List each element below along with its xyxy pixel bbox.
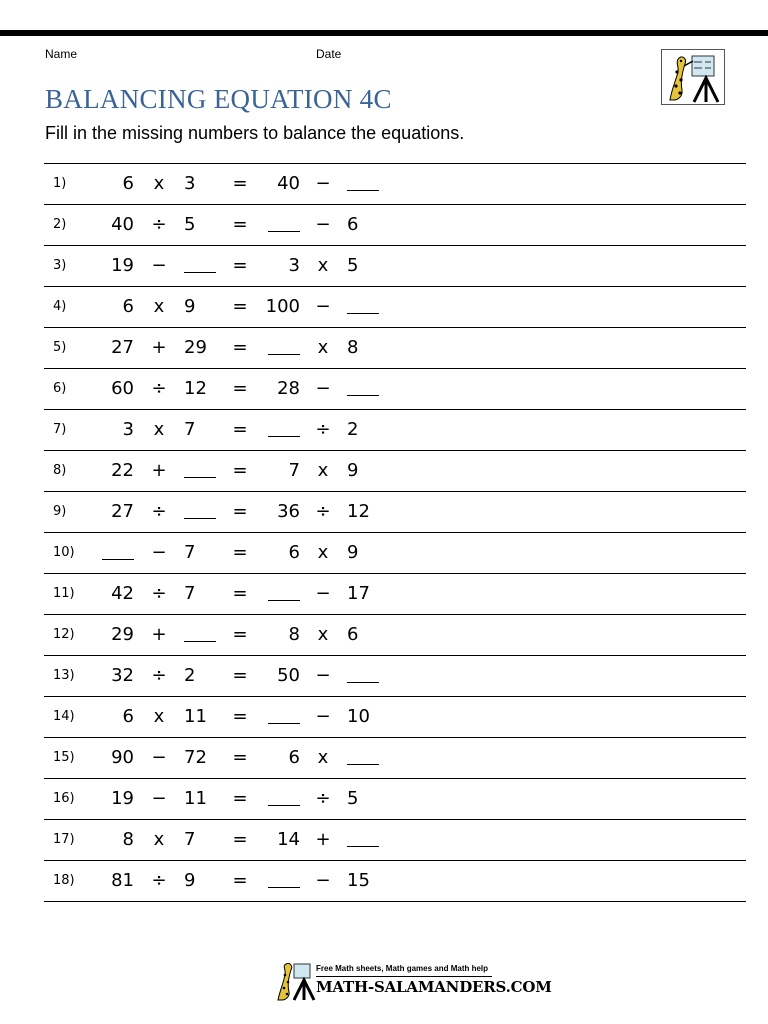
operator-2: − <box>315 378 331 399</box>
blank-line[interactable] <box>184 619 216 642</box>
footer-tagline: Free Math sheets, Math games and Math help <box>316 964 489 973</box>
operand-1: 32 <box>111 665 134 686</box>
operand-1: 90 <box>111 747 134 768</box>
operator-2: ÷ <box>315 788 331 809</box>
operand-1: 6 <box>122 706 134 727</box>
operator-2: − <box>315 214 331 235</box>
equation-row <box>44 164 746 205</box>
operator-2: ÷ <box>315 419 331 440</box>
blank-line[interactable] <box>184 455 216 478</box>
equation-row <box>44 656 746 697</box>
answer-blank[interactable] <box>347 369 383 409</box>
answer-blank[interactable] <box>184 451 218 491</box>
operator-1: ÷ <box>151 870 167 891</box>
equation-number: 10) <box>53 545 75 560</box>
operator-1: x <box>153 173 165 194</box>
answer-blank[interactable] <box>347 287 383 327</box>
equation-number: 1) <box>53 176 67 191</box>
footer <box>272 962 552 1002</box>
answer-blank[interactable] <box>260 697 300 737</box>
operand-2: 3 <box>184 173 196 194</box>
answer-blank[interactable] <box>260 205 300 245</box>
equation-row <box>44 574 746 615</box>
equation-row <box>44 615 746 656</box>
equals-sign: = <box>232 788 248 809</box>
answer-blank[interactable] <box>260 574 300 614</box>
equation-row <box>44 820 746 861</box>
equation-number: 5) <box>53 340 67 355</box>
equation-number: 2) <box>53 217 67 232</box>
operand-1: 27 <box>111 501 134 522</box>
instructions: Fill in the missing numbers to balance the equations. <box>45 123 465 143</box>
operator-1: + <box>151 460 167 481</box>
operator-2: ÷ <box>315 501 331 522</box>
equation-row <box>44 861 746 902</box>
answer-blank[interactable] <box>260 328 300 368</box>
equation-number: 6) <box>53 381 67 396</box>
operator-2: + <box>315 829 331 850</box>
operand-3: 36 <box>277 501 300 522</box>
operand-3: 14 <box>277 829 300 850</box>
operand-2: 72 <box>184 747 207 768</box>
operand-1: 3 <box>122 419 134 440</box>
operator-2: x <box>317 624 329 645</box>
blank-line[interactable] <box>347 168 379 191</box>
footer-divider <box>316 976 492 977</box>
equation-list <box>44 163 746 902</box>
equation-row <box>44 205 746 246</box>
operand-1: 19 <box>111 255 134 276</box>
operator-1: ÷ <box>151 501 167 522</box>
equation-row <box>44 451 746 492</box>
blank-line[interactable] <box>347 742 379 765</box>
operator-1: + <box>151 337 167 358</box>
operand-4: 6 <box>347 624 359 645</box>
equals-sign: = <box>232 870 248 891</box>
answer-blank[interactable] <box>184 246 218 286</box>
operand-1: 6 <box>122 296 134 317</box>
operand-2: 7 <box>184 829 196 850</box>
equals-sign: = <box>232 419 248 440</box>
operator-2: − <box>315 173 331 194</box>
answer-blank[interactable] <box>184 615 218 655</box>
operand-4: 9 <box>347 460 359 481</box>
equals-sign: = <box>232 296 248 317</box>
equation-row <box>44 410 746 451</box>
equals-sign: = <box>232 583 248 604</box>
operand-1: 22 <box>111 460 134 481</box>
operand-4: 5 <box>347 255 359 276</box>
salamander-logo-icon <box>272 962 316 1002</box>
operand-3: 6 <box>288 747 300 768</box>
answer-blank[interactable] <box>260 861 300 901</box>
operand-2: 2 <box>184 665 196 686</box>
equals-sign: = <box>232 829 248 850</box>
operand-3: 40 <box>277 173 300 194</box>
operand-1: 60 <box>111 378 134 399</box>
blank-line[interactable] <box>347 291 379 314</box>
blank-line[interactable] <box>268 414 300 437</box>
operator-1: − <box>151 255 167 276</box>
answer-blank[interactable] <box>347 738 383 778</box>
equation-number: 14) <box>53 709 75 724</box>
operand-4: 5 <box>347 788 359 809</box>
page-title: BALANCING EQUATION 4C <box>45 84 392 114</box>
answer-blank[interactable] <box>184 492 218 532</box>
operator-1: x <box>153 296 165 317</box>
equation-number: 3) <box>53 258 67 273</box>
operator-2: − <box>315 583 331 604</box>
equation-number: 12) <box>53 627 75 642</box>
operator-2: − <box>315 870 331 891</box>
operand-3: 6 <box>288 542 300 563</box>
operand-1: 81 <box>111 870 134 891</box>
blank-line[interactable] <box>347 373 379 396</box>
blank-line[interactable] <box>347 660 379 683</box>
equation-number: 15) <box>53 750 75 765</box>
blank-line[interactable] <box>268 865 300 888</box>
equation-number: 11) <box>53 586 75 601</box>
equation-row <box>44 779 746 820</box>
equation-row <box>44 738 746 779</box>
equation-number: 16) <box>53 791 75 806</box>
operand-2: 9 <box>184 870 196 891</box>
operand-4: 6 <box>347 214 359 235</box>
operand-2: 7 <box>184 583 196 604</box>
operand-1: 6 <box>122 173 134 194</box>
operand-1: 29 <box>111 624 134 645</box>
operand-2: 5 <box>184 214 196 235</box>
blank-line[interactable] <box>102 537 134 560</box>
operand-3: 3 <box>288 255 300 276</box>
operand-1: 42 <box>111 583 134 604</box>
equals-sign: = <box>232 747 248 768</box>
answer-blank[interactable] <box>347 820 383 860</box>
date-label: Date <box>316 47 342 61</box>
blank-line[interactable] <box>268 578 300 601</box>
equals-sign: = <box>232 214 248 235</box>
equation-number: 7) <box>53 422 67 437</box>
equation-number: 13) <box>53 668 75 683</box>
footer-site-link[interactable]: MATH-SALAMANDERS.COM <box>316 978 552 996</box>
blank-line[interactable] <box>347 824 379 847</box>
operator-1: − <box>151 788 167 809</box>
equals-sign: = <box>232 706 248 727</box>
blank-line[interactable] <box>184 250 216 273</box>
equation-number: 4) <box>53 299 67 314</box>
blank-line[interactable] <box>184 496 216 519</box>
equals-sign: = <box>232 460 248 481</box>
operator-1: − <box>151 542 167 563</box>
equation-row <box>44 369 746 410</box>
operand-2: 7 <box>184 542 196 563</box>
operator-1: ÷ <box>151 214 167 235</box>
equals-sign: = <box>232 255 248 276</box>
equals-sign: = <box>232 665 248 686</box>
equals-sign: = <box>232 624 248 645</box>
operator-1: − <box>151 747 167 768</box>
operand-4: 17 <box>347 583 370 604</box>
operand-4: 2 <box>347 419 359 440</box>
equation-number: 8) <box>53 463 67 478</box>
operand-2: 11 <box>184 788 207 809</box>
name-label: Name <box>45 47 78 61</box>
operator-1: + <box>151 624 167 645</box>
operand-1: 19 <box>111 788 134 809</box>
equation-row <box>44 533 746 574</box>
operator-2: − <box>315 706 331 727</box>
equals-sign: = <box>232 378 248 399</box>
operator-2: x <box>317 542 329 563</box>
operand-1: 8 <box>122 829 134 850</box>
operand-1: 40 <box>111 214 134 235</box>
operand-3: 7 <box>288 460 300 481</box>
equation-row <box>44 246 746 287</box>
answer-blank[interactable] <box>94 533 134 573</box>
operand-2: 9 <box>184 296 196 317</box>
operator-1: x <box>153 419 165 440</box>
operator-1: x <box>153 706 165 727</box>
equation-row <box>44 492 746 533</box>
operand-4: 12 <box>347 501 370 522</box>
equals-sign: = <box>232 542 248 563</box>
blank-line[interactable] <box>268 209 300 232</box>
operator-1: x <box>153 829 165 850</box>
operator-2: x <box>317 460 329 481</box>
operand-2: 29 <box>184 337 207 358</box>
operator-1: ÷ <box>151 583 167 604</box>
operand-4: 9 <box>347 542 359 563</box>
operator-2: x <box>317 337 329 358</box>
operand-2: 11 <box>184 706 207 727</box>
salamander-teacher-logo-icon <box>661 49 725 105</box>
operator-2: − <box>315 296 331 317</box>
operand-4: 15 <box>347 870 370 891</box>
operand-3: 50 <box>277 665 300 686</box>
operator-1: ÷ <box>151 665 167 686</box>
answer-blank[interactable] <box>347 164 383 204</box>
operand-2: 12 <box>184 378 207 399</box>
answer-blank[interactable] <box>347 656 383 696</box>
operator-2: − <box>315 665 331 686</box>
operator-2: x <box>317 747 329 768</box>
blank-line[interactable] <box>268 701 300 724</box>
equals-sign: = <box>232 337 248 358</box>
equation-number: 18) <box>53 873 75 888</box>
equation-number: 9) <box>53 504 67 519</box>
top-rule <box>0 30 768 36</box>
operand-1: 27 <box>111 337 134 358</box>
operator-2: x <box>317 255 329 276</box>
operand-3: 100 <box>265 296 300 317</box>
equation-row <box>44 697 746 738</box>
operand-3: 8 <box>288 624 300 645</box>
operand-3: 28 <box>277 378 300 399</box>
equation-number: 17) <box>53 832 75 847</box>
operator-1: ÷ <box>151 378 167 399</box>
operand-4: 10 <box>347 706 370 727</box>
answer-blank[interactable] <box>260 410 300 450</box>
equation-row <box>44 328 746 369</box>
equals-sign: = <box>232 501 248 522</box>
operand-4: 8 <box>347 337 359 358</box>
equation-row <box>44 287 746 328</box>
blank-line[interactable] <box>268 783 300 806</box>
blank-line[interactable] <box>268 332 300 355</box>
equals-sign: = <box>232 173 248 194</box>
operand-2: 7 <box>184 419 196 440</box>
answer-blank[interactable] <box>260 779 300 819</box>
